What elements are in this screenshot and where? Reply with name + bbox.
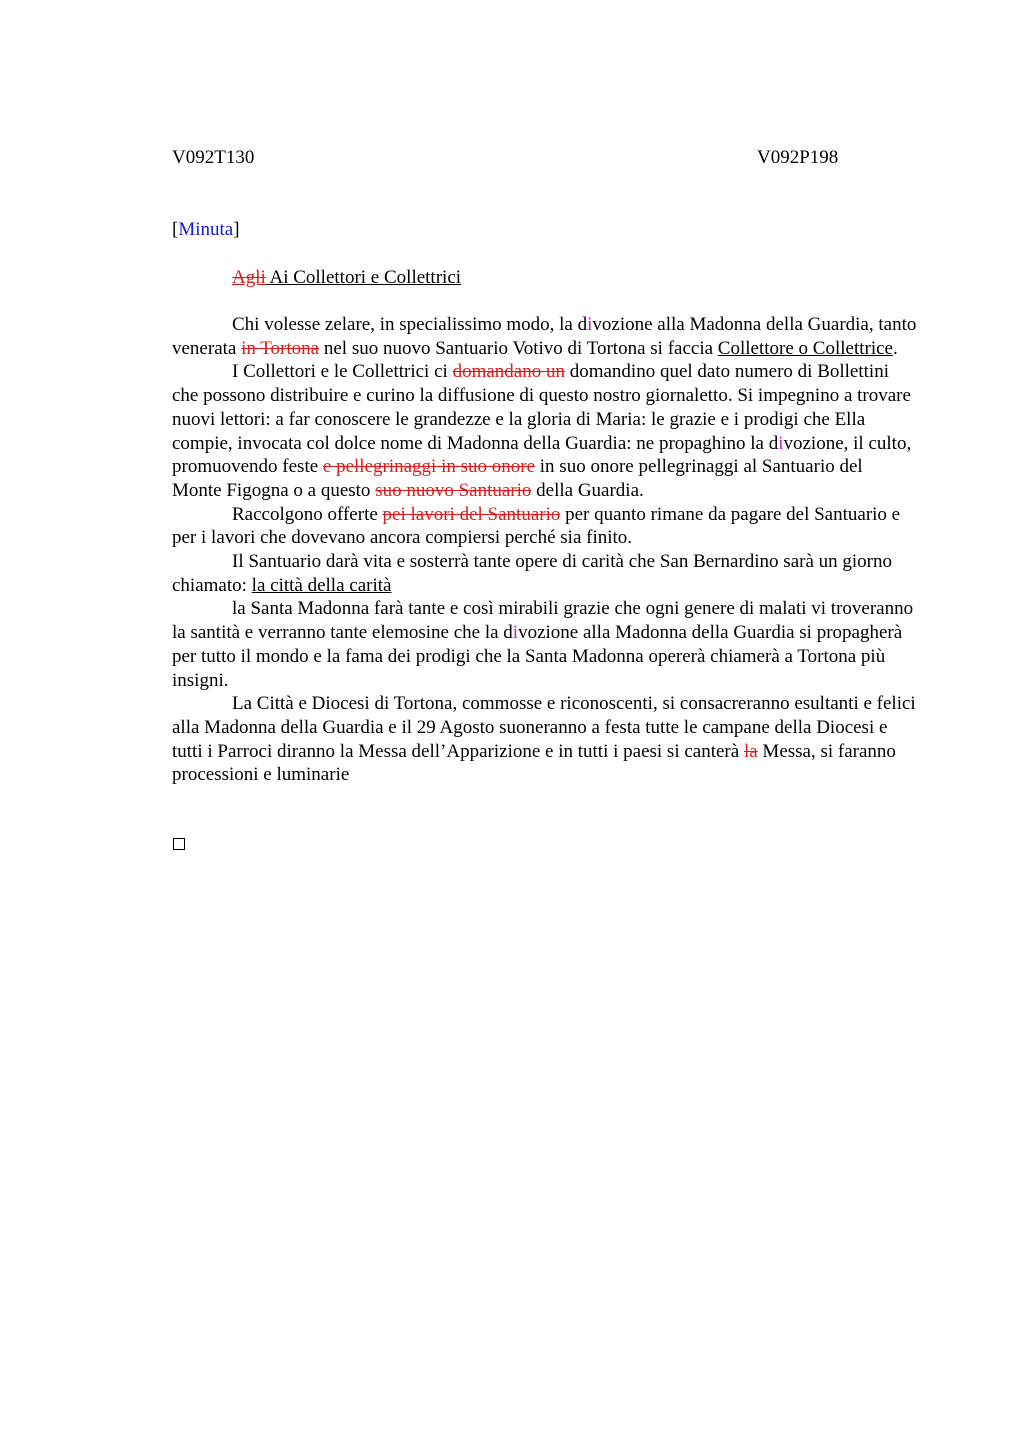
paragraph-1 [172,313,917,360]
header-code-left: V092T130 [172,147,255,168]
minuta-label: Minuta [178,219,234,240]
paragraph-5 [172,597,917,692]
text-run: Chi volesse zelare, in specialissimo modo, la d [232,314,588,335]
paragraph-3 [172,503,917,550]
text-run: della Guardia. [531,479,644,501]
bracket-close: ] [233,219,240,240]
deleted-text: domandano un [452,361,565,383]
empty-square-icon [173,838,185,850]
inserted-letter: i [587,314,593,335]
title-deleted-word: Agli [232,267,266,288]
text-run: vozione alla Madonna della Guardia, tanto venerata [172,314,917,359]
document-body [172,313,917,787]
text-run: vozione alla Madonna della Guardia si propagherà per tutto il mondo e la fama dei prodigi che la Santa Madonna opererà chiamerà a Tortona più insigni. [172,622,903,691]
paragraph-4 [172,550,917,597]
text-run: nel suo nuovo Santuario Votivo di Tortona si faccia [319,337,718,359]
underlined-text: Collettore o Collettrice [717,337,893,359]
deleted-text: pei lavori del Santuario [382,503,561,525]
paragraph-6 [172,692,917,787]
text-run: in suo onore pellegrinaggi al Santuario del Monte Figogna o a questo [172,456,863,501]
text-run: La Città e Diocesi di Tortona, commosse e riconoscenti, si consacreranno esultanti e felici alla Madonna della Guardia e il 29 Agosto suoneranno a festa tutte le campane della Diocesi e tutti i Parroci diranno la Messa dell’Apparizione e in tutti i paesi si canterà [172,693,916,762]
title-text: Ai Collettori e Collettrici [265,267,462,288]
deleted-text: suo nuovo Santuario [375,479,532,501]
text-run: la Santa Madonna farà tante e così mirabili grazie che ogni genere di malati vi troveranno la santità e verranno tante elemosine che la d [172,598,914,644]
document-title [232,266,461,290]
deleted-text: la [743,740,758,762]
text-run: I Collettori e le Collettrici ci [232,361,453,383]
text-run: domandino quel dato numero di Bollettini che possono distribuire e curino la diffusione di questo nostro giornaletto. Si impegnino a trovare nuovi lettori: a far conoscere le grandezze e la gloria di Maria: le grazie e i prodigi che Ella compie, invocata col dolce nome di Madonna della Guardia: ne propaghino la d [172,361,911,454]
deleted-text: in Tortona [241,337,320,359]
minuta-label-line [172,218,240,242]
underlined-text: la città della carità [251,574,392,596]
text-run: vozione, il culto, promuovendo feste [172,432,912,478]
text-run: per quanto rimane da pagare del Santuario e per i lavori che dovevano ancora compiersi perché sia finito. [172,503,901,549]
bracket-open: [ [172,219,179,240]
text-run: Messa, si faranno processioni e luminarie [172,740,896,786]
text-run: Raccolgono offerte [232,503,383,525]
paragraph-2 [172,360,917,502]
text-run: . [892,337,898,359]
header-code-right: V092P198 [757,147,839,168]
inserted-letter: i [512,622,519,644]
inserted-letter: i [778,432,784,454]
text-run: Il Santuario darà vita e sosterrà tante opere di carità che San Bernardino sarà un giorno chiamato: [172,551,892,596]
deleted-text: e pellegrinaggi in suo onore [322,456,536,478]
